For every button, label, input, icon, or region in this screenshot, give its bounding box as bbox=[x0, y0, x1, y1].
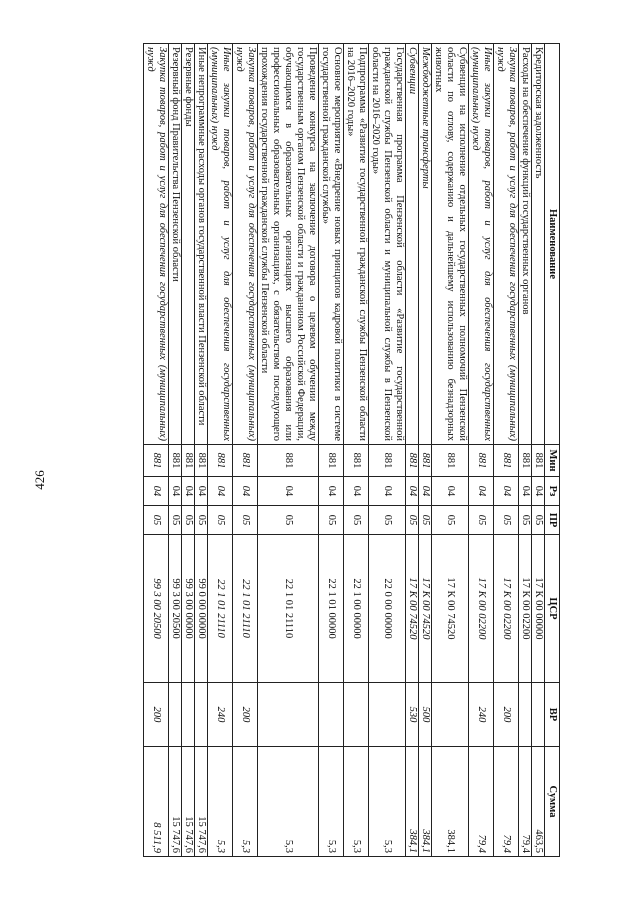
table-row bbox=[419, 44, 432, 857]
cell-rz: 04 bbox=[208, 477, 233, 506]
cell-rz: 04 bbox=[344, 477, 369, 506]
cell-pr: 05 bbox=[344, 506, 369, 535]
cell-sum: 5,3 bbox=[208, 747, 233, 857]
cell-rz: 04 bbox=[406, 477, 419, 506]
table-row bbox=[182, 44, 195, 857]
table-row bbox=[406, 44, 419, 857]
cell-rz: 04 bbox=[195, 477, 208, 506]
cell-name: Проведение конкурса на заключение договора о целевом обучении между государственным органом Пензенской области и гражданином Российской Федерации, обучающимся в образовательных организациях высшего образования или профессиональных образовательных организациях, с обязательством последующего прохождения государственной гражданской службы Пензенской области bbox=[258, 44, 319, 445]
cell-sum: 79,4 bbox=[469, 747, 494, 857]
cell-pr: 05 bbox=[319, 506, 344, 535]
cell-csr: 17 К 00 02200 bbox=[494, 535, 519, 683]
cell-pr: 05 bbox=[406, 506, 419, 535]
cell-pr: 05 bbox=[182, 506, 195, 535]
cell-sum: 15 747,6 bbox=[169, 747, 182, 857]
cell-min: 881 bbox=[258, 445, 319, 477]
cell-min: 881 bbox=[406, 445, 419, 477]
cell-rz: 04 bbox=[369, 477, 406, 506]
cell-rz: 04 bbox=[494, 477, 519, 506]
cell-pr: 05 bbox=[208, 506, 233, 535]
cell-vr bbox=[169, 683, 182, 747]
cell-sum: 5,3 bbox=[233, 747, 258, 857]
cell-csr: 22 0 00 00000 bbox=[369, 535, 406, 683]
cell-name: Основное мероприятие «Внедрение новых принципов кадровой политики в системе государственной гражданской службы» bbox=[319, 44, 344, 445]
cell-name: Иные закупки товаров, работ и услуг для обеспечения государственных (муниципальных) нужд bbox=[469, 44, 494, 445]
cell-name: Государственная программа Пензенской области «Развитие государственной гражданской службы Пензенской области и муниципальной службы в Пензенской области на 2016–2020 годы» bbox=[369, 44, 406, 445]
cell-pr: 05 bbox=[233, 506, 258, 535]
header-sum: Сумма bbox=[545, 747, 560, 857]
cell-csr: 99 3 00 20500 bbox=[169, 535, 182, 683]
cell-vr bbox=[432, 683, 469, 747]
cell-sum: 15 747,6 bbox=[195, 747, 208, 857]
cell-pr: 05 bbox=[369, 506, 406, 535]
cell-rz: 04 bbox=[469, 477, 494, 506]
cell-min: 881 bbox=[494, 445, 519, 477]
cell-csr: 99 3 00 20500 bbox=[144, 535, 169, 683]
cell-min: 881 bbox=[469, 445, 494, 477]
cell-rz: 04 bbox=[532, 477, 545, 506]
budget-table bbox=[143, 43, 560, 857]
header-vr: ВР bbox=[545, 683, 560, 747]
table-row bbox=[144, 44, 169, 857]
cell-min: 881 bbox=[182, 445, 195, 477]
cell-min: 881 bbox=[195, 445, 208, 477]
cell-min: 881 bbox=[369, 445, 406, 477]
cell-sum: 463,5 bbox=[532, 747, 545, 857]
table-row bbox=[519, 44, 532, 857]
cell-vr bbox=[519, 683, 532, 747]
cell-csr: 22 1 01 21110 bbox=[233, 535, 258, 683]
cell-csr: 22 1 01 21110 bbox=[208, 535, 233, 683]
cell-min: 881 bbox=[344, 445, 369, 477]
cell-name: Закупка товаров, работ и услуг для обеспечения государственных (муниципальных) нужд bbox=[144, 44, 169, 445]
cell-name: Иные закупки товаров, работ и услуг для обеспечения государственных (муниципальных) нужд bbox=[208, 44, 233, 445]
cell-csr: 17 К 00 02200 bbox=[469, 535, 494, 683]
cell-name: Субвенции bbox=[406, 44, 419, 445]
cell-name: Закупка товаров, работ и услуг для обеспечения государственных (муниципальных) нужд bbox=[494, 44, 519, 445]
cell-min: 881 bbox=[419, 445, 432, 477]
table-row bbox=[195, 44, 208, 857]
table-row bbox=[319, 44, 344, 857]
cell-vr bbox=[182, 683, 195, 747]
cell-pr: 05 bbox=[258, 506, 319, 535]
table-row bbox=[532, 44, 545, 857]
cell-vr bbox=[532, 683, 545, 747]
cell-csr: 22 1 01 00000 bbox=[319, 535, 344, 683]
table-row bbox=[208, 44, 233, 857]
cell-csr: 99 3 00 00000 bbox=[182, 535, 195, 683]
cell-sum: 384,1 bbox=[406, 747, 419, 857]
cell-name: Субвенции на исполнение отдельных государственных полномочий Пензенской области по отлову, содержанию и дальнейшему использованию безнадзорных животных bbox=[432, 44, 469, 445]
cell-name: Межбюджетные трансферты bbox=[419, 44, 432, 445]
cell-rz: 04 bbox=[258, 477, 319, 506]
cell-sum: 5,3 bbox=[369, 747, 406, 857]
cell-rz: 04 bbox=[169, 477, 182, 506]
cell-pr: 05 bbox=[519, 506, 532, 535]
cell-csr: 17 К 00 74520 bbox=[406, 535, 419, 683]
cell-name: Закупка товаров, работ и услуг для обеспечения государственных (муниципальных) нужд bbox=[233, 44, 258, 445]
cell-pr: 05 bbox=[432, 506, 469, 535]
cell-csr: 22 1 00 00000 bbox=[344, 535, 369, 683]
cell-pr: 05 bbox=[195, 506, 208, 535]
cell-pr: 05 bbox=[494, 506, 519, 535]
cell-csr: 17 К 00 74520 bbox=[432, 535, 469, 683]
header-pr: ПР bbox=[545, 506, 560, 535]
table-row bbox=[369, 44, 406, 857]
cell-rz: 04 bbox=[233, 477, 258, 506]
cell-vr: 240 bbox=[208, 683, 233, 747]
cell-sum: 15 747,6 bbox=[182, 747, 195, 857]
cell-sum: 5,3 bbox=[319, 747, 344, 857]
cell-csr: 17 К 00 74520 bbox=[419, 535, 432, 683]
table-row bbox=[469, 44, 494, 857]
cell-csr: 17 К 00 02200 bbox=[519, 535, 532, 683]
cell-rz: 04 bbox=[144, 477, 169, 506]
cell-vr: 240 bbox=[469, 683, 494, 747]
page-number: 426 bbox=[32, 470, 47, 490]
table-row bbox=[344, 44, 369, 857]
cell-csr: 99 0 00 00000 bbox=[195, 535, 208, 683]
header-rz: Рз bbox=[545, 477, 560, 506]
table-body bbox=[144, 44, 545, 857]
cell-vr: 200 bbox=[494, 683, 519, 747]
cell-vr: 200 bbox=[144, 683, 169, 747]
cell-min: 881 bbox=[319, 445, 344, 477]
cell-rz: 04 bbox=[182, 477, 195, 506]
cell-min: 881 bbox=[519, 445, 532, 477]
cell-rz: 04 bbox=[432, 477, 469, 506]
header-min: Мин bbox=[545, 445, 560, 477]
cell-vr bbox=[319, 683, 344, 747]
cell-sum: 5,3 bbox=[344, 747, 369, 857]
cell-sum: 8 511,9 bbox=[144, 747, 169, 857]
header-name: Наименование bbox=[545, 44, 560, 445]
cell-name: Подпрограмма «Развитие государственной гражданской службы Пензенской области на 2016–2020 годы» bbox=[344, 44, 369, 445]
cell-name: Расходы на обеспечение функций государственных органов bbox=[519, 44, 532, 445]
cell-vr: 500 bbox=[419, 683, 432, 747]
table-row bbox=[494, 44, 519, 857]
cell-min: 881 bbox=[432, 445, 469, 477]
cell-pr: 05 bbox=[144, 506, 169, 535]
table-row bbox=[432, 44, 469, 857]
cell-sum: 384,1 bbox=[419, 747, 432, 857]
cell-rz: 04 bbox=[319, 477, 344, 506]
cell-csr: 17 К 00 00000 bbox=[532, 535, 545, 683]
cell-name: Кредиторская задолженность bbox=[532, 44, 545, 445]
cell-vr bbox=[195, 683, 208, 747]
cell-vr bbox=[369, 683, 406, 747]
cell-min: 881 bbox=[208, 445, 233, 477]
header-csr: ЦСР bbox=[545, 535, 560, 683]
cell-sum: 79,4 bbox=[519, 747, 532, 857]
cell-vr: 200 bbox=[233, 683, 258, 747]
cell-min: 881 bbox=[144, 445, 169, 477]
cell-vr: 530 bbox=[406, 683, 419, 747]
cell-name: Резервный фонд Правительства Пензенской области bbox=[169, 44, 182, 445]
cell-min: 881 bbox=[233, 445, 258, 477]
cell-sum: 5,3 bbox=[258, 747, 319, 857]
cell-name: Резервные фонды bbox=[182, 44, 195, 445]
cell-pr: 05 bbox=[532, 506, 545, 535]
table-row bbox=[169, 44, 182, 857]
cell-vr bbox=[258, 683, 319, 747]
cell-vr bbox=[344, 683, 369, 747]
budget-table-rotated bbox=[70, 43, 560, 856]
cell-csr: 22 1 01 21110 bbox=[258, 535, 319, 683]
cell-pr: 05 bbox=[419, 506, 432, 535]
cell-sum: 79,4 bbox=[494, 747, 519, 857]
cell-min: 881 bbox=[169, 445, 182, 477]
cell-pr: 05 bbox=[469, 506, 494, 535]
table-row bbox=[233, 44, 258, 857]
cell-min: 881 bbox=[532, 445, 545, 477]
table-row bbox=[258, 44, 319, 857]
cell-name: Иные непрограммные расходы органов государственной власти Пензенской области bbox=[195, 44, 208, 445]
table-header-row bbox=[545, 44, 560, 857]
cell-pr: 05 bbox=[169, 506, 182, 535]
cell-sum: 384,1 bbox=[432, 747, 469, 857]
cell-rz: 04 bbox=[519, 477, 532, 506]
cell-rz: 04 bbox=[419, 477, 432, 506]
